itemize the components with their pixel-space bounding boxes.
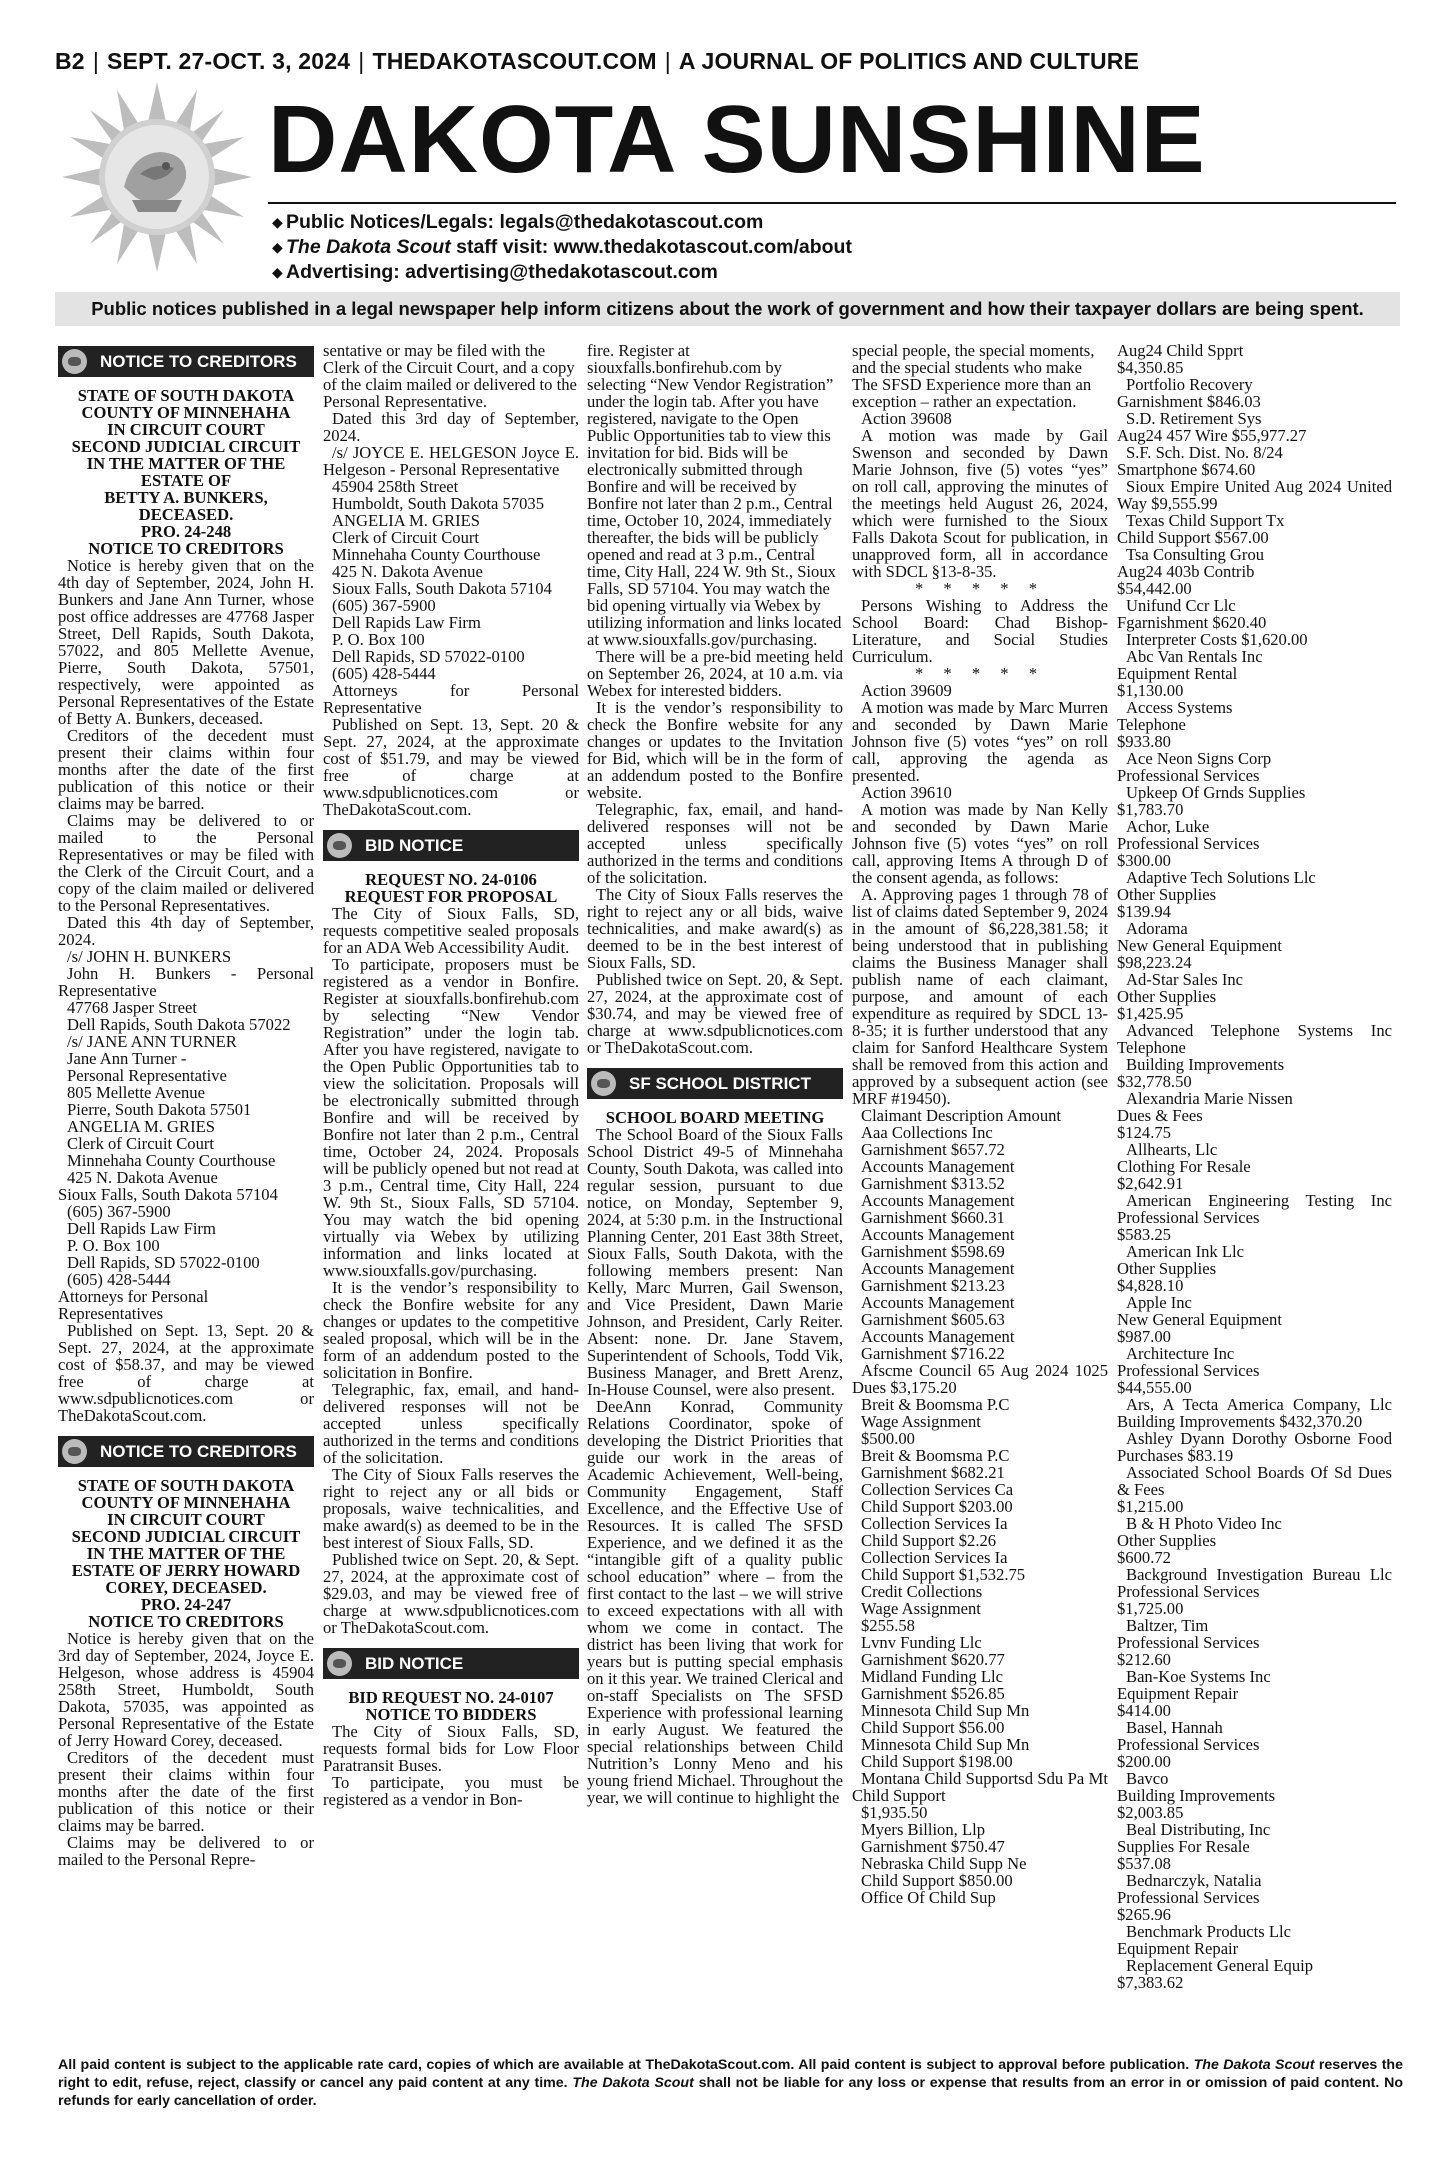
signature-line: Jane Ann Turner - <box>67 1049 187 1068</box>
claim-line: $1,215.00 <box>1117 1497 1184 1516</box>
diamond-bullet-icon: ◆ <box>272 239 283 255</box>
scout-badge-icon <box>62 1439 87 1464</box>
notice-paragraph: Claims may be delivered to or mailed to the Personal Representatives or may be filed with the Clerk of the Circuit Court, and a copy of the claim mailed or delivered to the Personal Representatives. <box>58 811 314 915</box>
section-tag-label: SF SCHOOL DISTRICT <box>629 1074 811 1093</box>
action-number: Action 39608 <box>861 409 952 428</box>
claim-line: $265.96 <box>1117 1905 1171 1924</box>
claim-line: Unifund Ccr Llc <box>1126 596 1236 615</box>
claim-line: Advanced Telephone Systems Inc Telephone <box>1117 1021 1392 1057</box>
masthead-title: DAKOTA SUNSHINE <box>268 86 1206 193</box>
claim-line: Replacement General Equip <box>1126 1956 1314 1975</box>
claim-line: Collection Services Ca <box>861 1480 1014 1499</box>
section-divider: * * * * * <box>914 664 1046 683</box>
claim-line: Garnishment $657.72 <box>861 1140 1005 1159</box>
claim-line: Other Supplies <box>1117 885 1217 904</box>
claim-line: Garnishment $660.31 <box>861 1208 1005 1227</box>
claim-line: Professional Services <box>1117 1633 1260 1652</box>
notice-paragraph: The City of Sioux Falls reserves the right to reject any or all bids, waive technicalities, and make award(s) as deemed to be in the best interest of Sioux Falls, SD. <box>587 885 843 972</box>
notice-heading: NOTICE TO CREDITORS <box>88 539 284 558</box>
scout-badge-icon <box>591 1071 616 1096</box>
claim-line: Garnishment $313.52 <box>861 1174 1005 1193</box>
paper-name: The Dakota Scout <box>1193 2057 1315 2073</box>
claim-line: Garnishment $598.69 <box>861 1242 1005 1261</box>
notice-paragraph: sentative or may be filed with the Clerk of the Circuit Court, and a copy of the claim mailed or delivered to the Personal Representative. <box>323 342 577 411</box>
claim-line: Minnesota Child Sup Mn <box>861 1735 1030 1754</box>
claim-line: New General Equipment <box>1117 936 1282 955</box>
signature-line: 805 Mellette Avenue <box>67 1083 205 1102</box>
claim-line: Garnishment $526.85 <box>861 1684 1005 1703</box>
signature-line: Clerk of Circuit Court <box>67 1134 215 1153</box>
signature-line: Minnehaha County Courthouse <box>332 545 541 564</box>
signature-line: Dell Rapids Law Firm <box>67 1219 216 1238</box>
claim-line: Child Support $2.26 <box>861 1531 997 1550</box>
staff-link[interactable]: staff visit: www.thedakotascout.com/about <box>450 236 852 258</box>
claim-line: Sioux Empire United Aug 2024 United Way $9,555.99 <box>1117 477 1392 513</box>
claim-line: Benchmark Products Llc <box>1126 1922 1291 1941</box>
signature-line: /s/ JOHN H. BUNKERS <box>67 947 232 966</box>
claim-line: $98,223.24 <box>1117 953 1192 972</box>
claim-line: $1,783.70 <box>1117 800 1184 819</box>
signature-line: Sioux Falls, South Dakota 57104 <box>332 579 552 598</box>
claim-line: $4,350.85 <box>1117 358 1184 377</box>
claim-line: Wage Assignment <box>861 1412 981 1431</box>
claim-line: American Ink Llc <box>1126 1242 1244 1261</box>
notice-heading: COUNTY OF MINNEHAHA <box>81 403 291 422</box>
claim-line: Aug24 Child Spprt <box>1117 342 1244 360</box>
column-4 <box>852 342 1108 2042</box>
notice-heading: SCHOOL BOARD MEETING <box>605 1108 825 1127</box>
paid-content-disclaimer <box>58 2056 1403 2110</box>
paper-name: The Dakota Scout <box>572 2075 694 2091</box>
notice-heading: BID REQUEST NO. 24-0107 <box>348 1688 554 1707</box>
claim-line: Accounts Management <box>861 1191 1015 1210</box>
claim-line: $537.08 <box>1117 1854 1171 1873</box>
notice-heading: NOTICE TO CREDITORS <box>88 1612 284 1631</box>
claim-line: Upkeep Of Grnds Supplies <box>1126 783 1306 802</box>
claim-line: Ars, A Tecta America Company, Llc Building Improvements $432,370.20 <box>1117 1395 1392 1431</box>
claim-line: $2,642.91 <box>1117 1174 1184 1193</box>
notice-heading: COUNTY OF MINNEHAHA <box>81 1493 291 1512</box>
claim-line: Collection Services Ia <box>861 1548 1008 1567</box>
signature-line: Sioux Falls, South Dakota 57104 <box>58 1185 278 1204</box>
notice-paragraph: A motion was made by Marc Murren and seconded by Dawn Marie Johnson five (5) votes “yes” on roll call, approving the agenda as presented. <box>852 698 1108 785</box>
claim-line: Accounts Management <box>861 1157 1015 1176</box>
contact-staff <box>272 235 852 260</box>
claim-line: Bavco <box>1126 1769 1169 1788</box>
signature-line: (605) 428-5444 <box>332 664 436 683</box>
signature-line: 425 N. Dakota Avenue <box>332 562 483 581</box>
notice-heading: REQUEST FOR PROPOSAL <box>344 887 558 906</box>
notice-paragraph: fire. Register at siouxfalls.bonfirehub.com by selecting “New Vendor Registration” under the login tab. After you have registered, navigate to the Open Public Opportunities tab to view this invitation for bid. Bids will be electronically submitted through Bonfire and will be received by Bonfire not later than 2 p.m., Central time, October 10, 2024, immediately thereafter, the bids will be publicly opened and read at 3 p.m., Central time, City Hall, 224 W. 9th St., Sioux Falls, SD 57104. You may watch the bid opening virtually via Webex by utilizing information and links located at www.siouxfalls.gov/purchasing. <box>587 342 842 649</box>
action-number: Action 39610 <box>861 783 952 802</box>
claim-line: Alexandria Marie Nissen <box>1126 1089 1293 1108</box>
notice-heading: REQUEST NO. 24-0106 <box>365 870 537 889</box>
claim-line: $1,425.95 <box>1117 1004 1184 1023</box>
notice-heading: STATE OF SOUTH DAKOTA <box>77 386 295 405</box>
notice-paragraph: Dated this 3rd day of September, 2024. <box>323 409 579 445</box>
notice-paragraph: The City of Sioux Falls, SD, requests competitive sealed proposals for an ADA Web Accessibility Audit. <box>323 904 579 957</box>
claim-line: Credit Collections <box>861 1582 983 1601</box>
notice-heading: NOTICE TO BIDDERS <box>365 1705 537 1724</box>
claim-line: Adorama <box>1126 919 1188 938</box>
claim-line: Other Supplies <box>1117 1531 1217 1550</box>
notice-paragraph: A. Approving pages 1 through 78 of list of claims dated September 9, 2024 in the amount of $6,228,381.58; it being understood that in publishing claims the Business Manager shall publish name of each claimant, purpose, and amount of each expenditure as required by SDCL 13-8-35; it is further understood that any claim for Sanford Healthcare System shall be removed from this action and approved by a subsequent action (see MRF #19450). <box>852 885 1108 1108</box>
claim-line: Garnishment $750.47 <box>861 1837 1005 1856</box>
claim-line: Beal Distributing, Inc <box>1126 1820 1271 1839</box>
claim-line: Midland Funding Llc <box>861 1667 1003 1686</box>
action-number: Action 39609 <box>861 681 952 700</box>
claim-line: Aaa Collections Inc <box>861 1123 993 1142</box>
claim-line: $414.00 <box>1117 1701 1171 1720</box>
claim-line: $54,442.00 <box>1117 579 1192 598</box>
claim-line: Ashley Dyann Dorothy Osborne Food Purchases $83.19 <box>1117 1429 1392 1465</box>
section-tag-label: NOTICE TO CREDITORS <box>100 1442 297 1461</box>
claim-line: $1,935.50 <box>861 1803 928 1822</box>
signature-line: 47768 Jasper Street <box>67 998 197 1017</box>
notice-heading: BETTY A. BUNKERS, DECEASED. <box>104 488 268 524</box>
claim-line: S.F. Sch. Dist. No. 8/24 <box>1126 443 1283 462</box>
disclaimer-text: reserves the right to edit, refuse, reject, classify or cancel any paid content at any time. <box>58 2057 1403 2091</box>
claim-line: Professional Services <box>1117 834 1260 853</box>
claim-line: Clothing For Resale <box>1117 1157 1251 1176</box>
claim-line: Accounts Management <box>861 1259 1015 1278</box>
notice-heading: PRO. 24-247 <box>140 1595 232 1614</box>
claim-line: Portfolio Recovery <box>1126 375 1253 394</box>
signature-line: P. O. Box 100 <box>332 630 425 649</box>
section-divider: * * * * * <box>914 579 1046 598</box>
section-tag-label: BID NOTICE <box>365 836 464 855</box>
claim-line: Breit & Boomsma P.C <box>861 1395 1010 1414</box>
masthead-rule <box>268 202 1396 204</box>
claim-line: Garnishment $716.22 <box>861 1344 1005 1363</box>
signature-line: 425 N. Dakota Avenue <box>67 1168 218 1187</box>
claim-line: Child Support $56.00 <box>861 1718 1005 1737</box>
diamond-bullet-icon: ◆ <box>272 214 283 230</box>
notice-heading: IN CIRCUIT COURT <box>107 420 265 439</box>
signature-line: (605) 367-5900 <box>67 1202 171 1221</box>
publication-note: Published on Sept. 13, Sept. 20 & Sept. 27, 2024, at the approximate cost of $58.37, and may be viewed free of charge at www.sdpublicnotices.com or TheDakotaScout.com. <box>58 1321 314 1425</box>
notice-paragraph: It is the vendor’s responsibility to check the Bonfire website for any changes or updates to the competitive sealed proposal, which will be in the form of an addendum posted to the solicitation in Bonfire. <box>323 1278 579 1382</box>
column-3 <box>587 342 843 2042</box>
claim-line: $32,778.50 <box>1117 1072 1192 1091</box>
claim-line: American Engineering Testing Inc Professional Services <box>1117 1191 1392 1227</box>
signature-line: /s/ JOYCE E. HELGESON Joyce E. Helgeson - Personal Representative <box>323 443 579 479</box>
claim-line: Basel, Hannah <box>1126 1718 1223 1737</box>
claim-line: $933.80 <box>1117 732 1171 751</box>
claim-line: S.D. Retirement Sys <box>1126 409 1262 428</box>
publication-note: Published twice on Sept. 20, & Sept. 27, 2024, at the approximate cost of $29.03, and may be viewed free of charge at www.sdpublicnotices.com or TheDakotaScout.com. <box>323 1550 579 1637</box>
publication-note: Published twice on Sept. 20, & Sept. 27, 2024, at the approximate cost of $30.74, and may be viewed free of charge at www.sdpublicnotices.com or TheDakotaScout.com. <box>587 970 843 1057</box>
notice-paragraph: Creditors of the decedent must present their claims within four months after the date of the first publication of this notice or their claims may be barred. <box>58 726 314 813</box>
notice-paragraph: A motion was made by Nan Kelly and seconded by Dawn Marie Johnson five (5) votes “yes” on roll call, approving Items A through D of the consent agenda, as follows: <box>852 800 1108 887</box>
claim-line: Other Supplies <box>1117 987 1217 1006</box>
contact-list <box>272 210 852 285</box>
claim-line: Accounts Management <box>861 1327 1015 1346</box>
claim-line: Professional Services <box>1117 1361 1260 1380</box>
signature-line: Humboldt, South Dakota 57035 <box>332 494 545 513</box>
contact-advertising <box>272 260 852 285</box>
notice-paragraph: Telegraphic, fax, email, and hand-delivered responses will not be accepted unless specifically authorized in the terms and conditions of the solicitation. <box>323 1380 579 1467</box>
scout-badge-icon <box>327 833 352 858</box>
claim-line: Garnishment $620.77 <box>861 1650 1005 1669</box>
notice-paragraph: A motion was made by Gail Swenson and seconded by Dawn Marie Johnson, five (5) votes “yes” on roll call, approving the minutes of the meetings held August 26, 2024, which were furnished to the Sioux Falls Dakota Scout for publication, in unapproved form, all in accordance with SDCL §13-8-35. <box>852 426 1108 581</box>
notice-paragraph: special people, the special moments, and the special students who make The SFSD Experience more than an exception – rather an expectation. <box>852 342 1095 411</box>
signature-line: (605) 428-5444 <box>67 1270 171 1289</box>
signature-line: Dell Rapids, South Dakota 57022 <box>67 1015 291 1034</box>
claim-line: Tsa Consulting Grou <box>1126 545 1265 564</box>
claim-line: $255.58 <box>861 1616 915 1635</box>
claim-line: Abc Van Rentals Inc <box>1126 647 1263 666</box>
claim-line: Child Support $850.00 <box>861 1871 1013 1890</box>
claim-line: $7,383.62 <box>1117 1973 1184 1992</box>
claim-line: Other Supplies <box>1117 1259 1217 1278</box>
claim-line: Collection Services Ia <box>861 1514 1008 1533</box>
notice-paragraph: The City of Sioux Falls, SD, requests formal bids for Low Floor Paratransit Buses. <box>323 1722 579 1775</box>
claim-line: $139.94 <box>1117 902 1171 921</box>
signature-line: 45904 258th Street <box>332 477 459 496</box>
claim-line: Lvnv Funding Llc <box>861 1633 982 1652</box>
diamond-bullet-icon: ◆ <box>272 264 283 280</box>
claim-line: Background Investigation Bureau Llc Professional Services <box>1117 1565 1392 1601</box>
notice-paragraph: DeeAnn Konrad, Community Relations Coordinator, spoke of developing the District Priorities that guide our work in the areas of Academic Achievement, Well-being, Community Engagement, Staff Excellence, and the Effective Use of Resources. It is called The SFSD Experience, and we defined it as the “intangible gift of a quality public school education” where – from the first contact to the last – we will strive to exceed expectations with all with whom we come in contact. The district has been living that work for years but is putting special emphasis on it this year. We trained Clerical and on-staff Specialists on The SFSD Experience with professional learning in early August. We featured the special relationships between Child Nutrition’s Lonny Meno and his young friend Michael. Throughout the year, we will continue to highlight the <box>587 1397 843 1807</box>
claim-line: $987.00 <box>1117 1327 1171 1346</box>
claim-line: Aug24 403b Contrib <box>1117 562 1255 581</box>
section-tag-bid <box>323 830 579 861</box>
section-tag-label: BID NOTICE <box>365 1654 464 1673</box>
section-tag-creditors <box>58 1436 314 1467</box>
claim-line: Breit & Boomsma P.C <box>861 1446 1010 1465</box>
folio-line: B2 | SEPT. 27-OCT. 3, 2024 | THEDAKOTASCOUT.COM | A JOURNAL OF POLITICS AND CULTURE <box>55 48 1140 74</box>
claim-line: Professional Services <box>1117 1888 1260 1907</box>
signature-line: Personal Representative <box>67 1066 227 1085</box>
notice-paragraph: The School Board of the Sioux Falls School District 49-5 of Minnehaha County, South Dakota, was called into regular session, pursuant to due notice, on Monday, September 9, 2024, at 5:30 p.m. in the Instructional Planning Center, 201 East 38th Street, Sioux Falls, South Dakota, with the following members present: Nan Kelly, Marc Murren, Gail Swenson, and Vice President, Dawn Marie Johnson, and President, Carly Reiter. Absent: none. Dr. Jane Stavem, Superintendent of Schools, Todd Vik, Business Manager, and Brett Arenz, In-House Counsel, were also present. <box>587 1125 843 1399</box>
notice-paragraph: Claims may be delivered to or mailed to the Personal Repre- <box>58 1833 314 1869</box>
notice-paragraph: It is the vendor’s responsibility to check the Bonfire website for any changes or updates to the Invitation for Bid, which will be in the form of an addendum posted to the Bonfire website. <box>587 698 843 802</box>
page-number: B2 <box>55 48 85 74</box>
claim-line: Building Improvements <box>1126 1055 1285 1074</box>
claim-line: Nebraska Child Supp Ne <box>861 1854 1027 1873</box>
claim-line: Ad-Star Sales Inc <box>1126 970 1244 989</box>
claim-line: Accounts Management <box>861 1293 1015 1312</box>
notice-heading: SECOND JUDICIAL CIRCUIT <box>71 1527 301 1546</box>
signature-line: Clerk of Circuit Court <box>332 528 480 547</box>
claim-line: Bednarczyk, Natalia <box>1126 1871 1262 1890</box>
notice-heading: STATE OF SOUTH DAKOTA <box>77 1476 295 1495</box>
tagline: A JOURNAL OF POLITICS AND CULTURE <box>678 48 1140 74</box>
claim-line: Architecture Inc <box>1126 1344 1235 1363</box>
claim-line: $500.00 <box>861 1429 915 1448</box>
claim-line: Office Of Child Sup <box>861 1888 996 1907</box>
claim-line: Garnishment $682.21 <box>861 1463 1005 1482</box>
signature-line: Dell Rapids Law Firm <box>332 613 481 632</box>
claim-line: Garnishment $605.63 <box>861 1310 1005 1329</box>
claim-line: Ace Neon Signs Corp <box>1126 749 1272 768</box>
signature-line: Minnehaha County Courthouse <box>67 1151 276 1170</box>
disclaimer-text: All paid content is subject to the applicable rate card, copies of which are available at TheDakotaScout.com. All paid content is subject to approval before publication. <box>58 2057 1194 2073</box>
legals-email-link[interactable]: Public Notices/Legals: legals@thedakotascout.com <box>286 211 764 233</box>
column-5 <box>1117 342 1392 2042</box>
claim-line: Professional Services <box>1117 766 1260 785</box>
signature-line: John H. Bunkers - Personal Representative <box>58 964 314 1000</box>
claim-line: Interpreter Costs $1,620.00 <box>1126 630 1308 649</box>
notice-heading: IN CIRCUIT COURT <box>107 1510 265 1529</box>
section-tag-school-district <box>587 1068 843 1099</box>
disclaimer-text: shall not be liable for any loss or expense that results from an error in or omission of paid content. No refunds for early cancellation of order. <box>58 2075 1403 2109</box>
claim-line: Baltzer, Tim <box>1126 1616 1209 1635</box>
claim-line: Equipment Repair <box>1117 1939 1239 1958</box>
signature-line: /s/ JANE ANN TURNER <box>67 1032 237 1051</box>
signature-line: ANGELIA M. GRIES <box>67 1117 215 1136</box>
notice-heading: SECOND JUDICIAL CIRCUIT <box>71 437 301 456</box>
claim-line: Montana Child Supportsd Sdu Pa Mt Child Support <box>852 1769 1108 1805</box>
signature-line: P. O. Box 100 <box>67 1236 160 1255</box>
notice-paragraph: Dated this 4th day of September, 2024. <box>58 913 314 949</box>
notice-paragraph: The City of Sioux Falls reserves the right to reject any or all bids or proposals, waive technicalities, and make award(s) as deemed to be in the best interest of Sioux Falls, SD. <box>323 1465 579 1552</box>
claim-line: Fgarnishment $620.40 <box>1117 613 1267 632</box>
notice-paragraph: Notice is hereby given that on the 4th day of September, 2024, John H. Bunkers and Jane Ann Turner, whose post office addresses are 47768 Jasper Street, Dell Rapids, South Dakota, 57022, and 805 Mellette Avenue, Pierre, South Dakota, 57501, respectively, were appointed as Personal Representatives of the Estate of Betty A. Bunkers, deceased. <box>58 556 314 728</box>
notice-paragraph: To participate, you must be registered as a vendor in Bon- <box>323 1773 579 1809</box>
claim-line: Accounts Management <box>861 1225 1015 1244</box>
claim-line: Myers Billion, Llp <box>861 1820 985 1839</box>
paper-name: The Dakota Scout <box>286 236 451 258</box>
claim-line: Wage Assignment <box>861 1599 981 1618</box>
claim-line: $583.25 <box>1117 1225 1171 1244</box>
signature-line: (605) 367-5900 <box>332 596 436 615</box>
claim-line: Texas Child Support Tx <box>1126 511 1285 530</box>
claim-line: New General Equipment <box>1117 1310 1282 1329</box>
claim-line: Supplies For Resale <box>1117 1837 1250 1856</box>
section-tag-label: NOTICE TO CREDITORS <box>100 352 297 371</box>
site-url[interactable]: THEDAKOTASCOUT.COM <box>372 48 657 74</box>
notice-paragraph: Notice is hereby given that on the 3rd day of September, 2024, Joyce E. Helgeson, whose address is 45904 258th Street, Humboldt, South Dakota, 57035, was appointed as Personal Representative of the Estate of Jerry Howard Corey, deceased. <box>58 1629 314 1750</box>
claim-line: $4,828.10 <box>1117 1276 1184 1295</box>
claim-line: Garnishment $213.23 <box>861 1276 1005 1295</box>
claim-line: B & H Photo Video Inc <box>1126 1514 1282 1533</box>
claim-line: $1,725.00 <box>1117 1599 1184 1618</box>
sun-logo-icon <box>62 82 252 272</box>
public-notice-banner: Public notices published in a legal newspaper help inform citizens about the work of government and how their taxpayer dollars are being spent. <box>55 292 1400 326</box>
claim-line: Dues & Fees <box>1117 1106 1203 1125</box>
claim-line: Building Improvements <box>1117 1786 1276 1805</box>
claim-line: Child Support $203.00 <box>861 1497 1013 1516</box>
claim-line: $300.00 <box>1117 851 1171 870</box>
notice-paragraph: Creditors of the decedent must present their claims within four months after the date of the first publication of this notice or their claims may be barred. <box>58 1748 314 1835</box>
claim-line: Associated School Boards Of Sd Dues & Fees <box>1117 1463 1392 1499</box>
section-tag-creditors <box>58 346 314 377</box>
publication-note: Published on Sept. 13, Sept. 20 & Sept. 27, 2024, at the approximate cost of $51.79, and may be viewed free of charge at www.sdpublicnotices.com or TheDakotaScout.com. <box>323 715 579 819</box>
section-tag-bid <box>323 1648 579 1679</box>
scout-badge-icon <box>327 1651 352 1676</box>
claim-line: Achor, Luke <box>1126 817 1210 836</box>
claim-line: $2,003.85 <box>1117 1803 1184 1822</box>
claim-line: Aug24 457 Wire $55,977.27 <box>1117 426 1307 445</box>
claim-line: Child Support $567.00 <box>1117 528 1269 547</box>
claim-line: $200.00 <box>1117 1752 1171 1771</box>
claims-header: Claimant Description Amount <box>861 1106 1062 1125</box>
claim-line: Child Support $1,532.75 <box>861 1565 1026 1584</box>
issue-dates: SEPT. 27-OCT. 3, 2024 <box>107 48 351 74</box>
signature-line: Attorneys for Personal Representative <box>323 681 579 717</box>
claim-line: $124.75 <box>1117 1123 1171 1142</box>
claim-line: Equipment Rental <box>1117 664 1238 683</box>
claim-line: $212.60 <box>1117 1650 1171 1669</box>
claim-line: Garnishment $846.03 <box>1117 392 1261 411</box>
contact-legals <box>272 210 852 235</box>
claim-line: Afscme Council 65 Aug 2024 1025 Dues $3,175.20 <box>852 1361 1108 1397</box>
claim-line: $44,555.00 <box>1117 1378 1192 1397</box>
signature-line: ANGELIA M. GRIES <box>332 511 480 530</box>
claim-line: Minnesota Child Sup Mn <box>861 1701 1030 1720</box>
scout-badge-icon <box>62 349 87 374</box>
column-2 <box>323 342 579 2042</box>
signature-line: Dell Rapids, SD 57022-0100 <box>67 1253 260 1272</box>
claim-line: Ban-Koe Systems Inc <box>1126 1667 1271 1686</box>
notice-heading: PRO. 24-248 <box>140 522 232 541</box>
claim-line: Smartphone $674.60 <box>1117 460 1256 479</box>
signature-line: Dell Rapids, SD 57022-0100 <box>332 647 525 666</box>
signature-line: Attorneys for Personal Representatives <box>58 1287 209 1323</box>
claim-line: $1,130.00 <box>1117 681 1184 700</box>
notice-heading: IN THE MATTER OF THE ESTATE OF <box>86 454 286 490</box>
claim-line: Access Systems <box>1126 698 1233 717</box>
notice-paragraph: There will be a pre-bid meeting held on September 26, 2024, at 10 a.m. via Webex for interested bidders. <box>587 647 843 700</box>
claim-line: Apple Inc <box>1126 1293 1192 1312</box>
notice-heading: IN THE MATTER OF THE ESTATE OF JERRY HOWARD COREY, DECEASED. <box>71 1544 301 1597</box>
claim-line: Child Support $198.00 <box>861 1752 1013 1771</box>
claim-line: Equipment Repair <box>1117 1684 1239 1703</box>
notice-paragraph: Persons Wishing to Address the School Board: Chad Bishop- Literature, and Social Studies Curriculum. <box>852 596 1108 666</box>
claim-line: $600.72 <box>1117 1548 1171 1567</box>
notice-paragraph: Telegraphic, fax, email, and hand-delivered responses will not be accepted unless specifically authorized in the terms and conditions of the solicitation. <box>587 800 843 887</box>
notice-paragraph: To participate, proposers must be registered as a vendor in Bonfire. Register at siouxfalls.bonfirehub.com by selecting “New Vendor Registration” under the login tab. After you have registered, navigate to the Open Public Opportunities tab to view the solicitation. Proposals will be electronically submitted through Bonfire and will be received by Bonfire not later than 2 p.m., Central time, October 24, 2024. Proposals will be publicly opened but not read at 3 p.m., Central time, City Hall, 224 W. 9th St., Sioux Falls, SD 57104. You may watch the bid opening virtually via Webex by utilizing information and links located at www.siouxfalls.gov/purchasing. <box>323 955 579 1280</box>
advertising-email-link[interactable]: Advertising: advertising@thedakotascout.com <box>286 261 718 283</box>
claim-line: Adaptive Tech Solutions Llc <box>1126 868 1316 887</box>
claim-line: Professional Services <box>1117 1735 1260 1754</box>
signature-line: Pierre, South Dakota 57501 <box>67 1100 252 1119</box>
claim-line: Telephone <box>1117 715 1186 734</box>
column-1 <box>58 342 314 2042</box>
claim-line: Allhearts, Llc <box>1126 1140 1218 1159</box>
